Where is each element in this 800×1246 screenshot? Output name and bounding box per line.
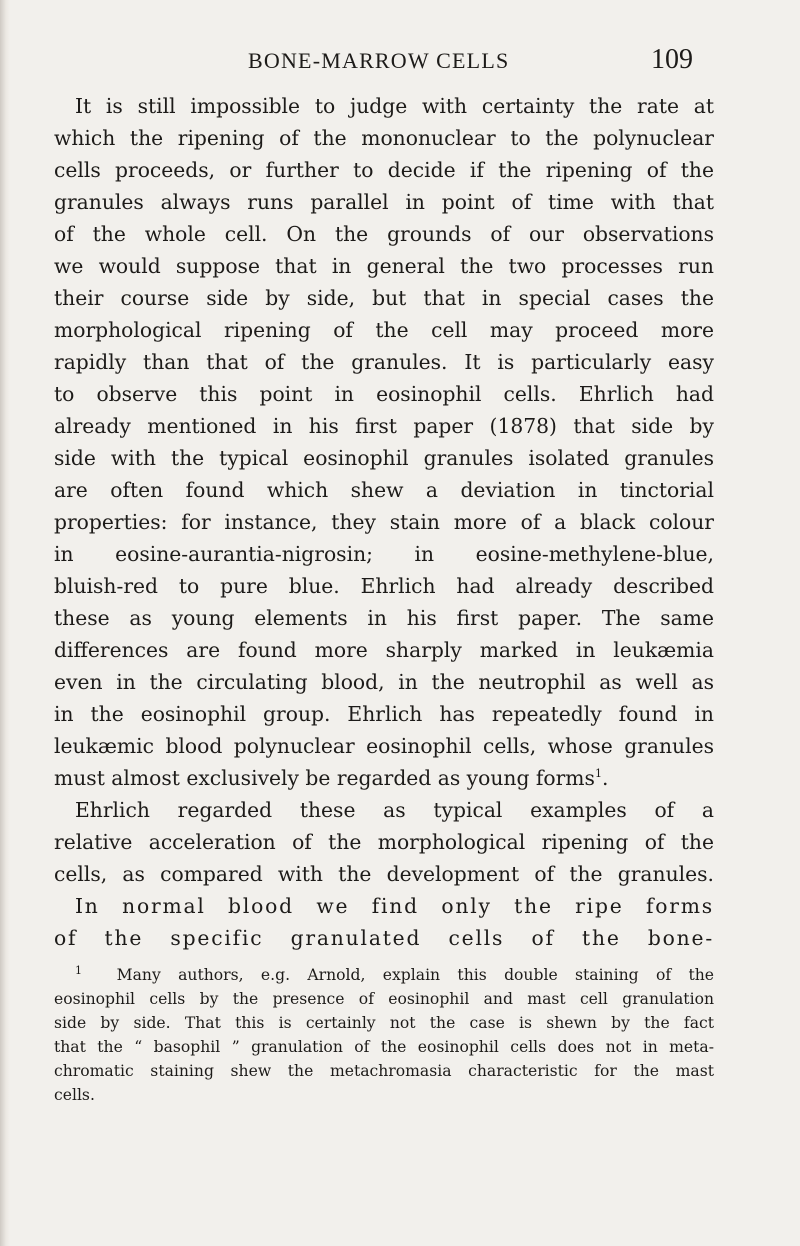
text-line: we would suppose that in general the two processes run (54, 254, 714, 278)
footnote-line: chromatic staining shew the metachromasia characteristic for the mast (54, 1062, 714, 1080)
text-line: which the ripening of the mononuclear to the polynuclear (54, 126, 714, 150)
text-line: must almost exclusively be regarded as young forms$^1$. (54, 766, 609, 790)
page-header (0, 44, 800, 84)
footnote-marker: 1 (75, 963, 82, 977)
text-line: in eosine-aurantia-nigrosin; in eosine-methylene-blue, (54, 542, 714, 566)
text-line: leukæmic blood polynuclear eosinophil cells, whose granules (54, 734, 714, 758)
text-line: granules always runs parallel in point of time with that (54, 190, 714, 214)
footnote-line-content: Many authors, e.g. Arnold, explain this double staining of the (116, 966, 714, 984)
text-line: in the eosinophil group. Ehrlich has repeatedly found in (54, 702, 714, 726)
footnote-line (54, 963, 714, 987)
footnote-line: cells. (54, 1086, 95, 1104)
text-line: bluish-red to pure blue. Ehrlich had already described (54, 574, 714, 598)
text-line: of the specific granulated cells of the bone- (54, 926, 714, 950)
text-line: of the whole cell. On the grounds of our observations (54, 222, 714, 246)
text-line: cells, as compared with the development of the granules. (54, 862, 714, 886)
footnote-line: side by side. That this is certainly not the case is shewn by the fact (54, 1014, 714, 1032)
text-line: are often found which shew a deviation in tinctorial (54, 478, 714, 502)
text-line: differences are found more sharply marked in leukæmia (54, 638, 714, 662)
text-line: to observe this point in eosinophil cells. Ehrlich had (54, 382, 714, 406)
text-line: morphological ripening of the cell may proceed more (54, 318, 714, 342)
text-line: Ehrlich regarded these as typical examples of a (75, 798, 714, 822)
text-line: relative acceleration of the morphological ripening of the (54, 830, 714, 854)
text-line: side with the typical eosinophil granules isolated granules (54, 446, 714, 470)
text-line: their course side by side, but that in special cases the (54, 286, 714, 310)
text-line: It is still impossible to judge with certainty the rate at (75, 94, 714, 118)
text-line: properties: for instance, they stain more of a black colour (54, 510, 714, 534)
text-line: these as young elements in his first paper. The same (54, 606, 714, 630)
running-title: BONE-MARROW CELLS (248, 48, 510, 73)
text-line: already mentioned in his first paper (1878) that side by (54, 414, 714, 438)
text-line: cells proceeds, or further to decide if the ripening of the (54, 158, 714, 182)
text-line-content: must almost exclusively be regarded as young forms (54, 766, 595, 790)
footnote-reference: 1 (594, 767, 602, 781)
text-line: even in the circulating blood, in the neutrophil as well as (54, 670, 714, 694)
footnote-line: that the “ basophil ” granulation of the eosinophil cells does not in meta- (54, 1038, 714, 1056)
page-edge-shadow (0, 0, 10, 1246)
page-number: 109 (651, 44, 693, 75)
footnote-line: eosinophil cells by the presence of eosinophil and mast cell granulation (54, 990, 714, 1008)
text-line: rapidly than that of the granules. It is particularly easy (54, 350, 714, 374)
text-line: In normal blood we find only the ripe forms (75, 894, 714, 918)
